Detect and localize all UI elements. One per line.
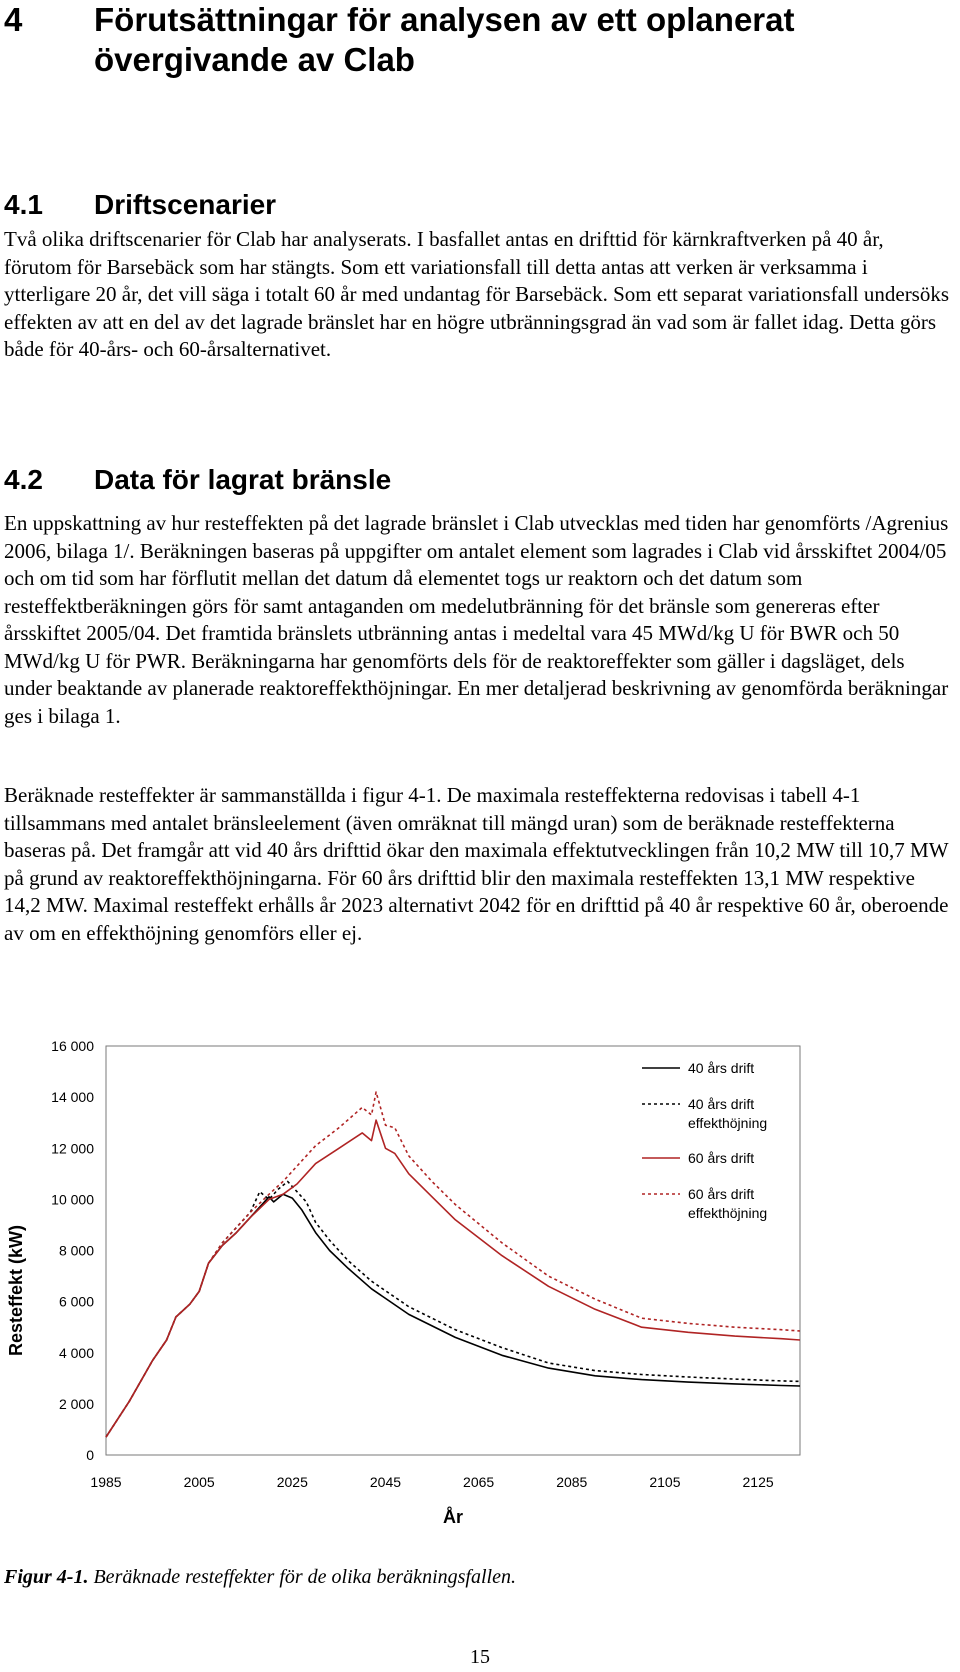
y-tick-label: 10 000 [51, 1191, 94, 1208]
figure-caption-text: Beräknade resteffekter för de olika beräkningsfallen. [93, 1566, 516, 1588]
resteffekt-chart [0, 1030, 960, 1530]
y-tick-label: 16 000 [51, 1038, 94, 1054]
paragraph-data-1: En uppskattning av hur resteffekten på det lagrade bränslet i Clab utvecklas med tiden har genomförts /Agrenius 2006, bilaga 1/. Beräkningen baseras på uppgifter om antalet element som lagrades i Clab vid årsskiftet 2004/05 och om tid som har förflutit mellan det datum då elementet togs ur reaktorn och det datum som resteffektberäkningen görs för samt antaganden om medelutbränning för det bränsle som genereras efter årsskiftet 2005/04. Det framtida bränslets utbränning antas i medeltal vara 45 MWd/kg U för BWR och 50 MWd/kg U för PWR. Beräkningarna har genomförts dels för de reaktoreffekter som gäller i dagsläget, dels under beaktande av planerade reaktoreffekthöjningar. En mer detaljerad beskrivning av genomförda beräkningar ges i bilaga 1. [4, 511, 949, 728]
x-tick-label: 2065 [463, 1474, 495, 1490]
section-number: 4 [4, 1, 23, 38]
y-axis-title: Resteffekt (kW) [6, 1224, 26, 1357]
figure-label: Figur 4-1. [4, 1566, 89, 1588]
x-tick-label: 2005 [183, 1474, 215, 1490]
x-tick-label: 2045 [369, 1474, 402, 1490]
subsection-number: 4.1 [4, 189, 43, 220]
y-tick-label: 14 000 [51, 1089, 94, 1106]
page-number: 15 [470, 1646, 490, 1668]
subsection-number: 4.2 [4, 464, 43, 495]
x-tick-label: 1985 [90, 1474, 122, 1490]
x-tick-label: 2105 [649, 1474, 681, 1490]
legend-label: 40 års drift [688, 1060, 755, 1076]
y-tick-label: 6 000 [58, 1293, 94, 1310]
section-title: Förutsättningar för analysen av ett oplanerat övergivande av Clab [94, 1, 795, 78]
subsection-title: Data för lagrat bränsle [94, 464, 392, 495]
y-tick-label: 8 000 [58, 1242, 94, 1259]
paragraph-driftscenarier: Två olika driftscenarier för Clab har analyserats. I basfallet antas en drifttid för kärnkraftverken på 40 år, förutom för Barsebäck som har stängts. Som ett variationsfall till detta antas att verken är verksamma i ytterligare 20 år, det vill säga i totalt 60 år med undantag för Barsebäck. Som ett separat variationsfall undersöks effekten av att en del av det lagrade bränslet har en högre utbränningsgrad än vad som är fallet idag. Detta görs både för 40-års- och 60-årsalternativet. [4, 227, 950, 361]
x-axis-title: År [442, 1507, 464, 1527]
y-tick-label: 12 000 [51, 1140, 94, 1157]
y-tick-label: 2 000 [58, 1395, 94, 1412]
legend-label: 40 års drift effekthöjning [688, 1096, 768, 1131]
figure-caption [4, 1566, 516, 1589]
x-tick-label: 2085 [556, 1474, 588, 1490]
x-tick-label: 2025 [276, 1474, 308, 1490]
legend-label: 60 års drift effekthöjning [688, 1186, 768, 1221]
x-tick-label: 2125 [742, 1474, 774, 1490]
legend-label: 60 års drift [688, 1150, 755, 1166]
subsection-title: Driftscenarier [94, 189, 277, 220]
paragraph-data-2: Beräknade resteffekter är sammanställda i figur 4-1. De maximala resteffekterna redovisas i tabell 4-1 tillsammans med antalet bränsleelement (även omräknat till mängd uran) som de beräknade resteffekterna baseras på. Det framgår att vid 40 års drifttid ökar den maximala effektutvecklingen från 10,2 MW till 10,7 MW på grund av reaktoreffekthöjningarna. För 60 års drifttid blir den maximala resteffekten 13,1 MW respektive 14,2 MW. Maximal resteffekt erhålls år 2023 alternativt 2042 för en drifttid på 40 år respektive 60 år, oberoende av om en effekthöjning genomförs eller ej. [4, 783, 949, 945]
y-tick-label: 0 [86, 1447, 94, 1463]
y-tick-label: 4 000 [58, 1344, 94, 1361]
